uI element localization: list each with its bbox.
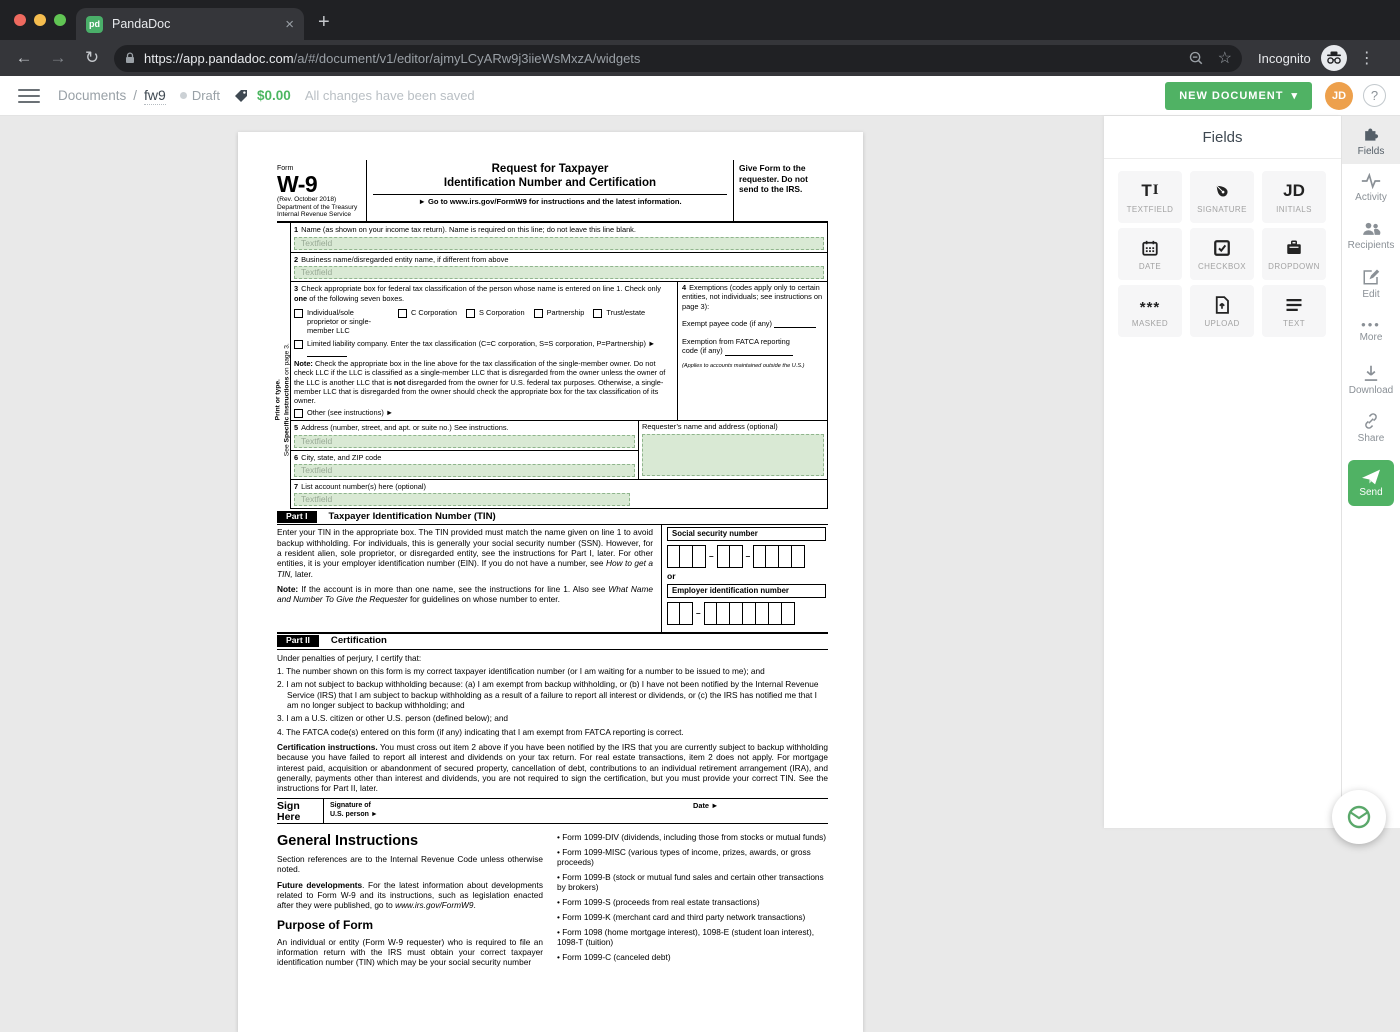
address-bar[interactable] [114,45,1242,72]
pandadoc-favicon: pd [86,16,103,33]
field-tile-upload[interactable]: UPLOAD [1190,285,1254,337]
part1-instructions: Enter your TIN in the appropriate box. The TIN provided must match the name given on line 1 to avoid backup withholding. For individuals, this is generally your social security number (SSN). However, for a resident alien, sole proprietor, or disregarded entity, see the instructions for Part I, later. For other entities, it is your employer identification number (EIN). If you do not have a number, see How to get a TIN, later. Note: If the account is in more than one name, see the instructions for line 1. Also see What Name and Number To Give the Requester for guidelines on whose number to enter. [277,527,653,605]
form-line-7: 7 List account number(s) here (optional) Textfield [291,480,827,508]
browser-tab[interactable] [76,8,304,40]
exempt-code-blank [774,321,816,328]
rail-item-fields[interactable]: Fields [1342,116,1400,164]
classification-checkbox-llc[interactable]: Limited liability company. Enter the tax classification (C=C corporation, S=S corporation, P=Partnership) ► [294,339,673,358]
form-word: Form [277,165,294,172]
new-tab-button[interactable]: + [318,11,330,33]
field-tile-text[interactable]: TEXT [1262,285,1326,337]
field-tile-date[interactable]: DATE [1118,228,1182,280]
incognito-label: Incognito [1258,50,1311,66]
browser-toolbar [0,40,1400,76]
signature-icon [1213,181,1231,201]
llc-classification-blank [307,350,347,357]
bookmark-star-icon[interactable]: ☆ [1217,50,1232,67]
field-tile-textfield[interactable]: T I TEXTFIELD [1118,171,1182,223]
chat-icon [1345,803,1373,831]
window-zoom-button[interactable] [54,14,66,26]
tab-close-icon[interactable]: × [285,15,294,33]
forms-bullet-list: • Form 1099-DIV (dividends, including those from stocks or mutual funds) • Form 1099-MISC (various types of income, prizes, awards, or gross proceeds) • Form 1099-B (stock or mutual fund sales and certain other transactions by brokers) • Form 1099-S (proceeds from real estate transactions) • Form 1099-K (merchant card and third party network transactions) • Form 1098 (home mortgage interest), 1098-E (student loan interest), 1098-T (tuition) • Form 1099-C (canceled debt) [557,832,828,973]
classification-checkbox-s-corp[interactable]: S Corporation [466,308,525,336]
w9-form-header: Form W-9 (Rev. October 2018) Department of the Treasury Internal Revenue Service Request for Taxpayer Identification Number and Certification ► Go to www.irs.gov/FormW9 for instructions and the latest information. Give Form to the requester. Do not send to the IRS. [277,160,828,223]
checkbox-icon[interactable] [593,309,602,318]
classification-checkbox-partnership[interactable]: Partnership [534,308,585,336]
download-icon [1363,365,1379,382]
give-form-note: Give Form to the requester. Do not send to the IRS. [739,163,808,194]
browser-menu-icon[interactable]: ⋮ [1358,50,1375,67]
puzzle-icon [1362,124,1381,143]
purpose-of-form-title: Purpose of Form [277,917,374,932]
textfield-widget-name[interactable]: Textfield [294,237,824,250]
window-close-button[interactable] [14,14,26,26]
help-button[interactable]: ? [1363,84,1386,107]
browser-tab-strip [0,0,1400,40]
document-name[interactable]: fw9 [144,86,166,103]
general-instructions-title: General Instructions [277,832,419,849]
rail-item-recipients[interactable]: Recipients [1342,212,1400,260]
form-line-2: 2 Business name/disregarded entity name, if different from above Textfield [291,253,827,282]
lock-icon [124,52,136,65]
textfield-widget-account[interactable]: Textfield [294,493,630,506]
fatca-code-blank [725,349,793,356]
form-goto-line: ► Go to www.irs.gov/FormW9 for instructions and the latest information. [373,194,727,207]
classification-checkbox-individual[interactable]: Individual/sole proprietor or single-member LLC [294,308,386,336]
checkbox-icon[interactable] [466,309,475,318]
share-link-icon [1362,412,1380,430]
pandadoc-header [0,76,1400,116]
breadcrumb-separator: / [133,88,138,103]
price-tag-icon[interactable] [234,89,249,103]
back-icon[interactable]: ← [15,48,33,67]
classification-checkbox-c-corp[interactable]: C Corporation [398,308,457,336]
form-line-5: 5 Address (number, street, and apt. or suite no.) See instructions. Textfield [291,421,638,449]
textfield-widget-city[interactable]: Textfield [294,464,635,477]
ein-cells: – [667,602,828,625]
textfield-icon: T I [1141,180,1159,200]
field-tile-checkbox[interactable]: CHECKBOX [1190,228,1254,280]
tab-title: PandaDoc [112,17,171,31]
field-tile-masked[interactable]: *** MASKED [1118,285,1182,337]
ein-label: Employer identification number [667,584,826,598]
text-icon [1285,295,1303,315]
form-line-1: 1 Name (as shown on your income tax return). Name is required on this line; do not leave this line blank. Textfield [291,223,827,252]
field-tile-initials[interactable]: JD INITIALS [1262,171,1326,223]
window-minimize-button[interactable] [34,14,46,26]
upload-icon [1214,295,1230,315]
document-page [238,132,863,1032]
print-or-type-note: Print or type. See Specific Instructions on page 3. [274,343,290,457]
form-number: W-9 [277,170,318,197]
requester-block: Requester’s name and address (optional) [638,421,827,479]
initials-icon: JD [1283,180,1305,200]
textfield-widget-requester[interactable] [642,434,824,476]
part2-badge: Part II [277,635,319,647]
rail-item-edit[interactable]: Edit [1342,260,1400,308]
form-line-6: 6 City, state, and ZIP code Textfield [291,450,638,479]
rail-item-more[interactable]: ••• More [1359,317,1383,343]
general-instructions: General Instructions Section references are to the Internal Revenue Code unless otherwise noted. Future developments. For the latest information about developments related to Form W-9 and its instructions, such as legislation enacted after they were published, go to www.irs.gov/FormW9. Purpose of Form An individual or entity (Form W-9 requester) who is required to file an information return with the IRS must obtain your correct taxpayer identification number (TIN) which may be your social security number • Form 1099-DIV (dividends, including those from stocks or mutual funds) • Form 1099-MISC (various types of income, prizes, awards, or gross proceeds) • Form 1099-B (stock or mutual fund sales and certain other transactions by brokers) • Form 1099-S (proceeds from real estate transactions) • Form 1099-K (merchant card and third party network transactions) • Form 1098 (home mortgage interest), 1098-E (student loan interest), 1098-T (tuition) • Form 1099-C (canceled debt) [277,832,828,973]
document-price[interactable]: $0.00 [257,88,291,103]
send-button[interactable]: Send [1348,460,1394,506]
form-line-4: 4 Exemptions (codes apply only to certain entities, not individuals; see instructions on page 3): Exempt payee code (if any) Exemption from FATCA reporting code (if any) (Applies to accounts maintained outside the U.S.) [677,282,827,420]
fields-panel [1104,116,1341,828]
rail-item-download[interactable]: Download [1342,356,1400,404]
autosave-status: All changes have been saved [304,88,475,103]
chevron-down-icon: ▾ [1291,90,1298,102]
recipients-icon [1361,221,1381,237]
tin-boxes [661,525,828,631]
signature-of-label: Signature of U.S. person ► [323,799,693,823]
more-dots-icon: ••• [1361,317,1381,332]
ssn-cells: – – [667,545,828,568]
new-document-button[interactable]: NEW DOCUMENT ▾ [1165,82,1312,110]
masked-icon: *** [1139,299,1161,316]
status-dot [180,92,187,99]
fields-panel-title: Fields [1104,116,1341,159]
checkbox-icon [1213,238,1231,258]
rail-item-share[interactable]: Share [1342,404,1400,452]
classification-checkbox-trust[interactable]: Trust/estate [593,308,645,336]
hamburger-menu-icon[interactable] [18,85,40,107]
checkbox-icon[interactable] [398,309,407,318]
textfield-widget-address[interactable]: Textfield [294,435,635,448]
or-label: or [667,571,676,582]
w9-form [274,160,829,973]
paper-plane-icon [1361,468,1381,486]
url-text[interactable]: https://app.pandadoc.com/a/#/document/v1/editor/ajmyLCyARw9j3iieWsMxzA/widgets [144,50,641,66]
date-label: Date ► [693,800,719,810]
certification-section: Under penalties of perjury, I certify that: 1. The number shown on this form is my correct taxpayer identification number (or I am waiting for a number to be issued to me); and 2. I am not subject to backup withholding because: (a) I am exempt from backup withholding, or (b) I have not been notified by the Internal Revenue Service (IRS) that I am subject to backup withholding as a result of a failure to report all interest or dividends, or (c) the IRS has notified me that I am no longer subject to backup withholding; and 3. I am a U.S. citizen or other U.S. person (defined below); and 4. The FATCA code(s) entered on this form (if any) indicating that I am exempt from FATCA reporting is correct. Certification instructions. You must cross out item 2 above if you have been notified by the IRS that you are currently subject to backup withholding because you have failed to report all interest and dividends on your tax return. For real estate transactions, item 2 does not apply. For mortgage interest paid, acquisition or abandonment of secured property, cancellation of debt, contributions to an individual retirement arrangement (IRA), and generally, payments other than interest and dividends, you are not required to sign the certification, but you must provide your correct TIN. See the instructions for Part II, later. [277,653,828,799]
activity-icon [1361,173,1381,189]
reload-icon[interactable]: ↻ [84,48,100,67]
line-3-note: Note: Check the appropriate box in the line above for the tax classification of the single-member owner. Do not check LLC if the LLC is classified as a single-member LLC that is disregarded from the owner unless the owner of the LLC is another LLC that is not disregarded from the owner for U.S. federal tax purposes. Otherwise, a single-member LLC that is disregarded from the owner should check the appropriate box for the tax classification of its owner. [294,359,666,405]
user-avatar[interactable]: JD [1325,82,1353,110]
ssn-label: Social security number [667,527,826,541]
date-icon [1141,238,1159,258]
forward-icon[interactable]: → [49,48,67,67]
form-line-3: 3 Check appropriate box for federal tax classification of the person whose name is entered on line 1. Check only one of the following seven boxes. Individual/sole proprietor or single-member LLC C Corporation S Corporation Partnership Trust/estate Limited liability company. Enter the tax classification (C=C corporation, S=S corporation, P=Partnership) ► Note: Check the appropriate box in the line above for the tax classification of the single-member owner. Do not check LLC if the LLC is classified as a single-member LLC that is disregarded from the owner unless the owner of the LLC is another LLC that is not disregarded from the owner for U.S. federal tax purposes. Otherwise, a single-member LLC that is disregarded from the owner should check the appropriate box for the tax classification of its owner. Other (see instructions) ► [291,282,677,420]
sign-here-row: Sign Here Signature of U.S. person ► Date ► [277,799,828,824]
form-title: Request for Taxpayer Identification Number and Certification [443,163,657,189]
classification-checkbox-other[interactable]: Other (see instructions) ► [294,408,673,418]
part1-badge: Part I [277,511,317,523]
dropdown-icon [1285,238,1303,258]
checkbox-icon[interactable] [534,309,543,318]
part1-bar: Part I Taxpayer Identification Number (TIN) [277,509,828,525]
zoom-out-icon[interactable] [1188,50,1204,66]
textfield-widget-business[interactable]: Textfield [294,266,824,279]
checkbox-icon[interactable] [294,409,303,418]
checkbox-icon[interactable] [294,340,303,349]
chat-launcher[interactable] [1332,790,1386,844]
rail-item-activity[interactable]: Activity [1342,164,1400,212]
breadcrumb-documents[interactable]: Documents [58,88,127,103]
status-badge: Draft [191,88,221,103]
edit-icon [1362,268,1380,286]
part2-bar: Part II Certification [277,634,828,650]
field-tile-signature[interactable]: SIGNATURE [1190,171,1254,223]
field-tile-dropdown[interactable]: DROPDOWN [1262,228,1326,280]
incognito-icon [1321,45,1347,71]
right-rail [1341,116,1400,828]
checkbox-icon[interactable] [294,309,303,318]
